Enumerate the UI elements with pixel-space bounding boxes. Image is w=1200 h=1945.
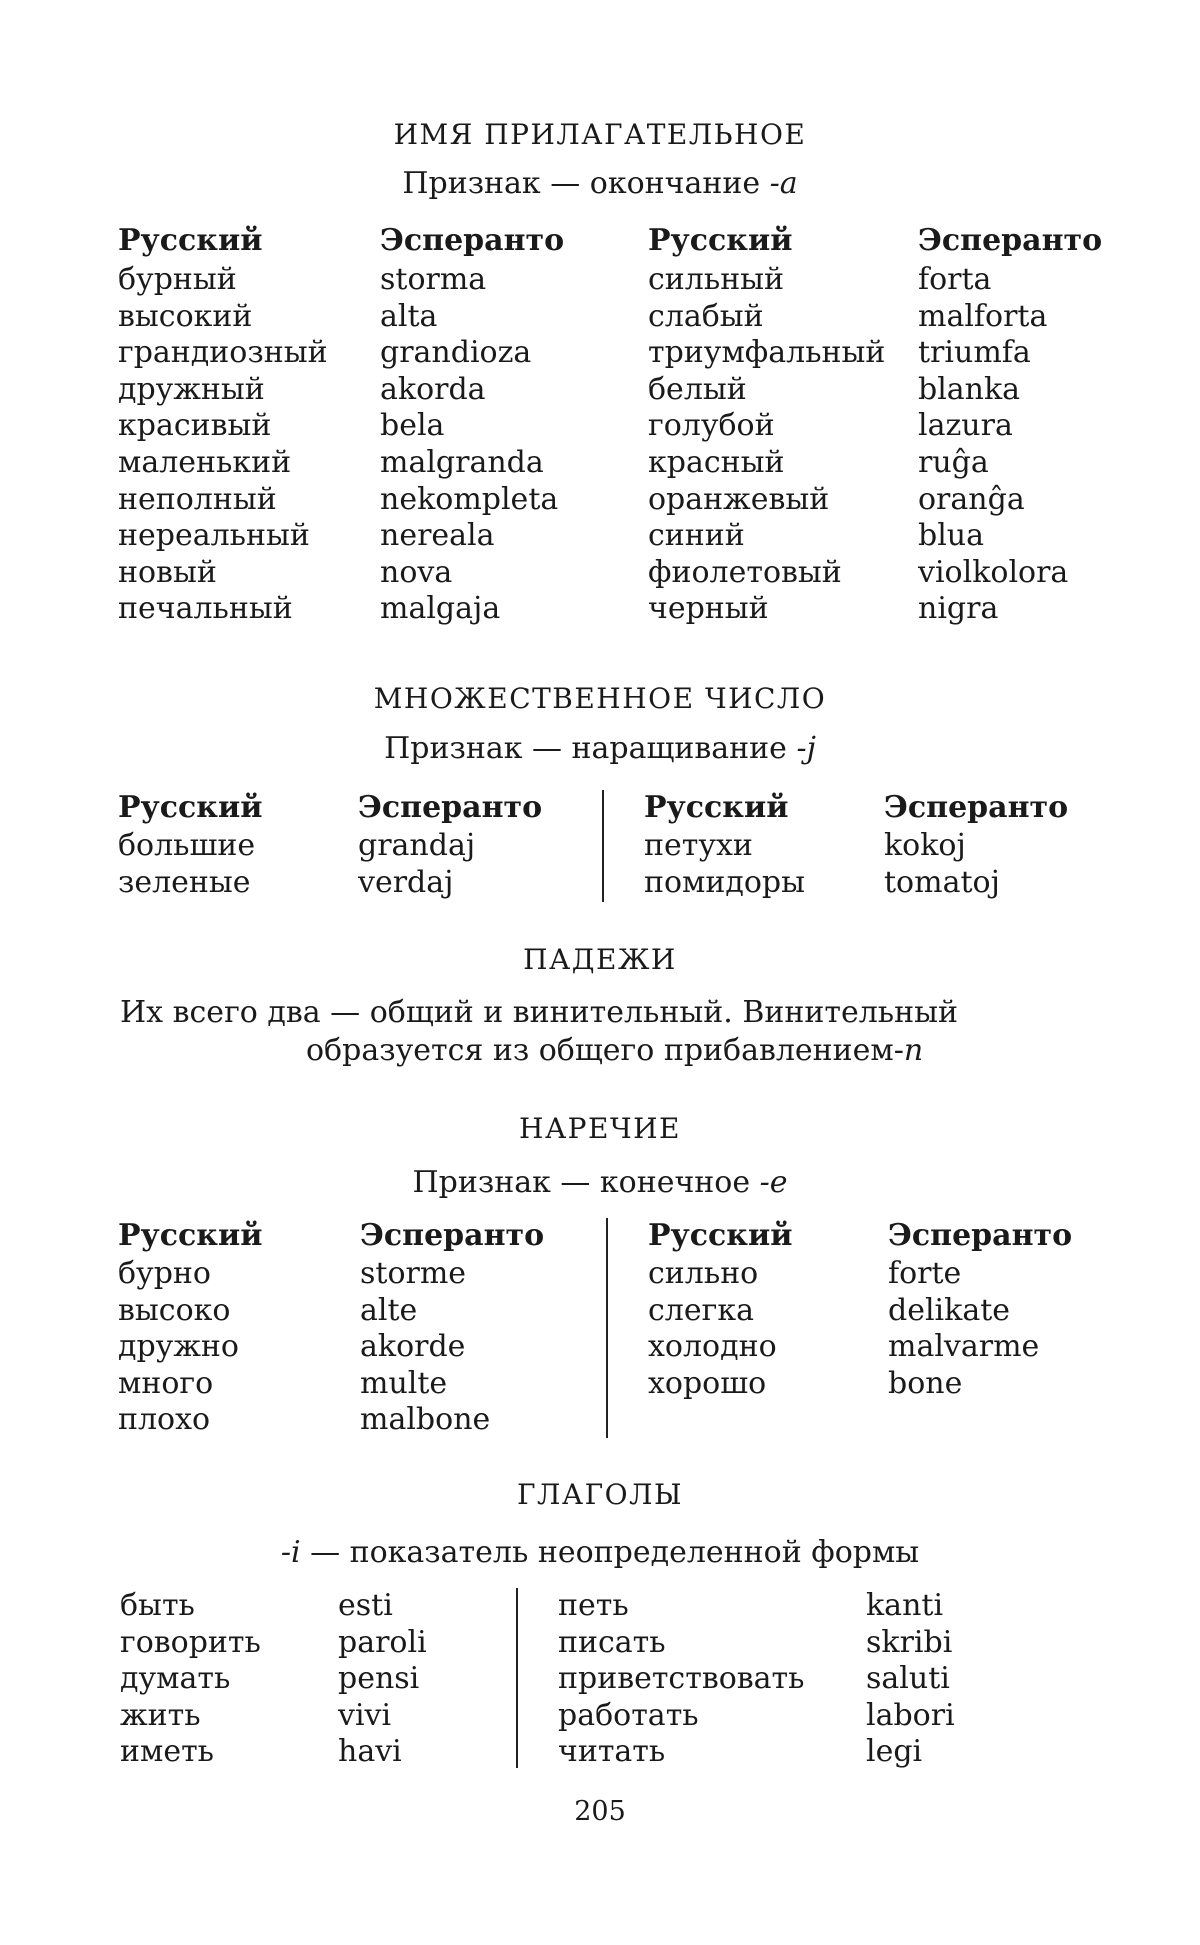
russian-word: работать xyxy=(558,1698,805,1735)
cases-title: ПАДЕЖИ xyxy=(0,943,1200,976)
esperanto-word: nereala xyxy=(380,518,558,555)
esperanto-word: malforta xyxy=(918,299,1068,336)
esperanto-word: violkolora xyxy=(918,555,1068,592)
russian-word: черный xyxy=(648,591,885,628)
russian-word: сильно xyxy=(648,1256,777,1293)
russian-word: синий xyxy=(648,518,885,555)
russian-word: холодно xyxy=(648,1329,777,1366)
russian-word: иметь xyxy=(120,1734,261,1771)
esperanto-word: malgaja xyxy=(380,591,558,628)
esperanto-word: forta xyxy=(918,262,1068,299)
header-esperanto: Эсперанто xyxy=(888,1218,1072,1253)
esperanto-word: akorda xyxy=(380,372,558,409)
esperanto-word: skribi xyxy=(866,1625,955,1662)
russian-word: слабый xyxy=(648,299,885,336)
russian-word: большие xyxy=(118,828,255,865)
russian-word: нереальный xyxy=(118,518,328,555)
page-number: 205 xyxy=(0,1796,1200,1827)
header-esperanto: Эсперанто xyxy=(360,1218,544,1253)
header-esperanto: Эсперанто xyxy=(358,790,542,825)
verbs-russian-column-left xyxy=(120,1588,261,1771)
adjective-title: ИМЯ ПРИЛАГАТЕЛЬНОЕ xyxy=(0,118,1200,151)
adverb-title: НАРЕЧИЕ xyxy=(0,1112,1200,1145)
header-russian: Русский xyxy=(648,1218,792,1253)
plural-subtitle: Признак — наращивание -j xyxy=(0,731,1200,766)
russian-word: красный xyxy=(648,445,885,482)
russian-word: печальный xyxy=(118,591,328,628)
russian-word: помидоры xyxy=(644,865,805,902)
russian-word: красивый xyxy=(118,408,328,445)
header-russian: Русский xyxy=(118,223,262,258)
russian-word: бурный xyxy=(118,262,328,299)
esperanto-word: bone xyxy=(888,1366,1039,1403)
russian-word: высокий xyxy=(118,299,328,336)
esperanto-word: labori xyxy=(866,1698,955,1735)
verbs-esperanto-column-left xyxy=(338,1588,427,1771)
esperanto-word: alta xyxy=(380,299,558,336)
russian-word: сильный xyxy=(648,262,885,299)
esperanto-word: storme xyxy=(360,1256,490,1293)
column-divider xyxy=(602,790,604,902)
column-divider xyxy=(516,1588,518,1768)
adjective-subtitle: Признак — окончание -a xyxy=(0,166,1200,201)
adjective-russian-column-right xyxy=(648,262,885,628)
header-russian: Русский xyxy=(118,1218,262,1253)
russian-word: новый xyxy=(118,555,328,592)
header-russian: Русский xyxy=(648,223,792,258)
russian-word: петь xyxy=(558,1588,805,1625)
adverb-russian-column-right xyxy=(648,1256,777,1402)
esperanto-word: oranĝa xyxy=(918,482,1068,519)
esperanto-word: nova xyxy=(380,555,558,592)
adverb-esperanto-column-right xyxy=(888,1256,1039,1402)
russian-word: хорошо xyxy=(648,1366,777,1403)
esperanto-word: ruĝa xyxy=(918,445,1068,482)
header-russian: Русский xyxy=(118,790,262,825)
plural-russian-column-right xyxy=(644,828,805,901)
russian-word: триумфальный xyxy=(648,335,885,372)
verbs-subtitle: -i — показатель неопределенной формы xyxy=(0,1535,1200,1570)
russian-word: грандиозный xyxy=(118,335,328,372)
plural-russian-column-left xyxy=(118,828,255,901)
adjective-esperanto-column-left xyxy=(380,262,558,628)
russian-word: фиолетовый xyxy=(648,555,885,592)
russian-word: много xyxy=(118,1366,239,1403)
esperanto-word: pensi xyxy=(338,1661,427,1698)
esperanto-word: storma xyxy=(380,262,558,299)
russian-word: говорить xyxy=(120,1625,261,1662)
esperanto-word: grandaj xyxy=(358,828,475,865)
adjective-russian-column-left xyxy=(118,262,328,628)
russian-word: зеленые xyxy=(118,865,255,902)
adverb-russian-column-left xyxy=(118,1256,239,1439)
esperanto-word: esti xyxy=(338,1588,427,1625)
russian-word: неполный xyxy=(118,482,328,519)
header-esperanto: Эсперанто xyxy=(918,223,1102,258)
esperanto-word: malbone xyxy=(360,1402,490,1439)
cases-line-2: образуется из общего прибавлением-n xyxy=(306,1033,923,1068)
esperanto-word: vivi xyxy=(338,1698,427,1735)
adverb-esperanto-column-left xyxy=(360,1256,490,1439)
russian-word: оранжевый xyxy=(648,482,885,519)
plural-esperanto-column-left xyxy=(358,828,475,901)
esperanto-word: grandioza xyxy=(380,335,558,372)
verbs-title: ГЛАГОЛЫ xyxy=(0,1478,1200,1511)
esperanto-word: multe xyxy=(360,1366,490,1403)
verbs-russian-column-right xyxy=(558,1588,805,1771)
adverb-subtitle: Признак — конечное -e xyxy=(0,1165,1200,1200)
esperanto-word: saluti xyxy=(866,1661,955,1698)
esperanto-word: verdaj xyxy=(358,865,475,902)
russian-word: писать xyxy=(558,1625,805,1662)
esperanto-word: blua xyxy=(918,518,1068,555)
plural-esperanto-column-right xyxy=(884,828,1000,901)
russian-word: петухи xyxy=(644,828,805,865)
russian-word: бурно xyxy=(118,1256,239,1293)
russian-word: жить xyxy=(120,1698,261,1735)
header-russian: Русский xyxy=(644,790,788,825)
esperanto-word: akorde xyxy=(360,1329,490,1366)
russian-word: высоко xyxy=(118,1293,239,1330)
esperanto-word: tomatoj xyxy=(884,865,1000,902)
esperanto-word: kanti xyxy=(866,1588,955,1625)
plural-title: МНОЖЕСТВЕННОЕ ЧИСЛО xyxy=(0,682,1200,715)
esperanto-word: nigra xyxy=(918,591,1068,628)
header-esperanto: Эсперанто xyxy=(884,790,1068,825)
russian-word: читать xyxy=(558,1734,805,1771)
esperanto-word: havi xyxy=(338,1734,427,1771)
cases-line-1: Их всего два — общий и винительный. Винительный xyxy=(120,995,958,1030)
esperanto-word: malvarme xyxy=(888,1329,1039,1366)
esperanto-word: malgranda xyxy=(380,445,558,482)
russian-word: маленький xyxy=(118,445,328,482)
russian-word: плохо xyxy=(118,1402,239,1439)
esperanto-word: blanka xyxy=(918,372,1068,409)
esperanto-word: bela xyxy=(380,408,558,445)
russian-word: слегка xyxy=(648,1293,777,1330)
adjective-esperanto-column-right xyxy=(918,262,1068,628)
russian-word: голубой xyxy=(648,408,885,445)
russian-word: белый xyxy=(648,372,885,409)
header-esperanto: Эсперанто xyxy=(380,223,564,258)
column-divider xyxy=(606,1218,608,1438)
esperanto-word: delikate xyxy=(888,1293,1039,1330)
russian-word: дружный xyxy=(118,372,328,409)
russian-word: думать xyxy=(120,1661,261,1698)
esperanto-word: alte xyxy=(360,1293,490,1330)
esperanto-word: nekompleta xyxy=(380,482,558,519)
esperanto-word: legi xyxy=(866,1734,955,1771)
russian-word: приветствовать xyxy=(558,1661,805,1698)
russian-word: быть xyxy=(120,1588,261,1625)
verbs-esperanto-column-right xyxy=(866,1588,955,1771)
esperanto-word: forte xyxy=(888,1256,1039,1293)
esperanto-word: triumfa xyxy=(918,335,1068,372)
esperanto-word: lazura xyxy=(918,408,1068,445)
russian-word: дружно xyxy=(118,1329,239,1366)
esperanto-word: kokoj xyxy=(884,828,1000,865)
esperanto-word: paroli xyxy=(338,1625,427,1662)
